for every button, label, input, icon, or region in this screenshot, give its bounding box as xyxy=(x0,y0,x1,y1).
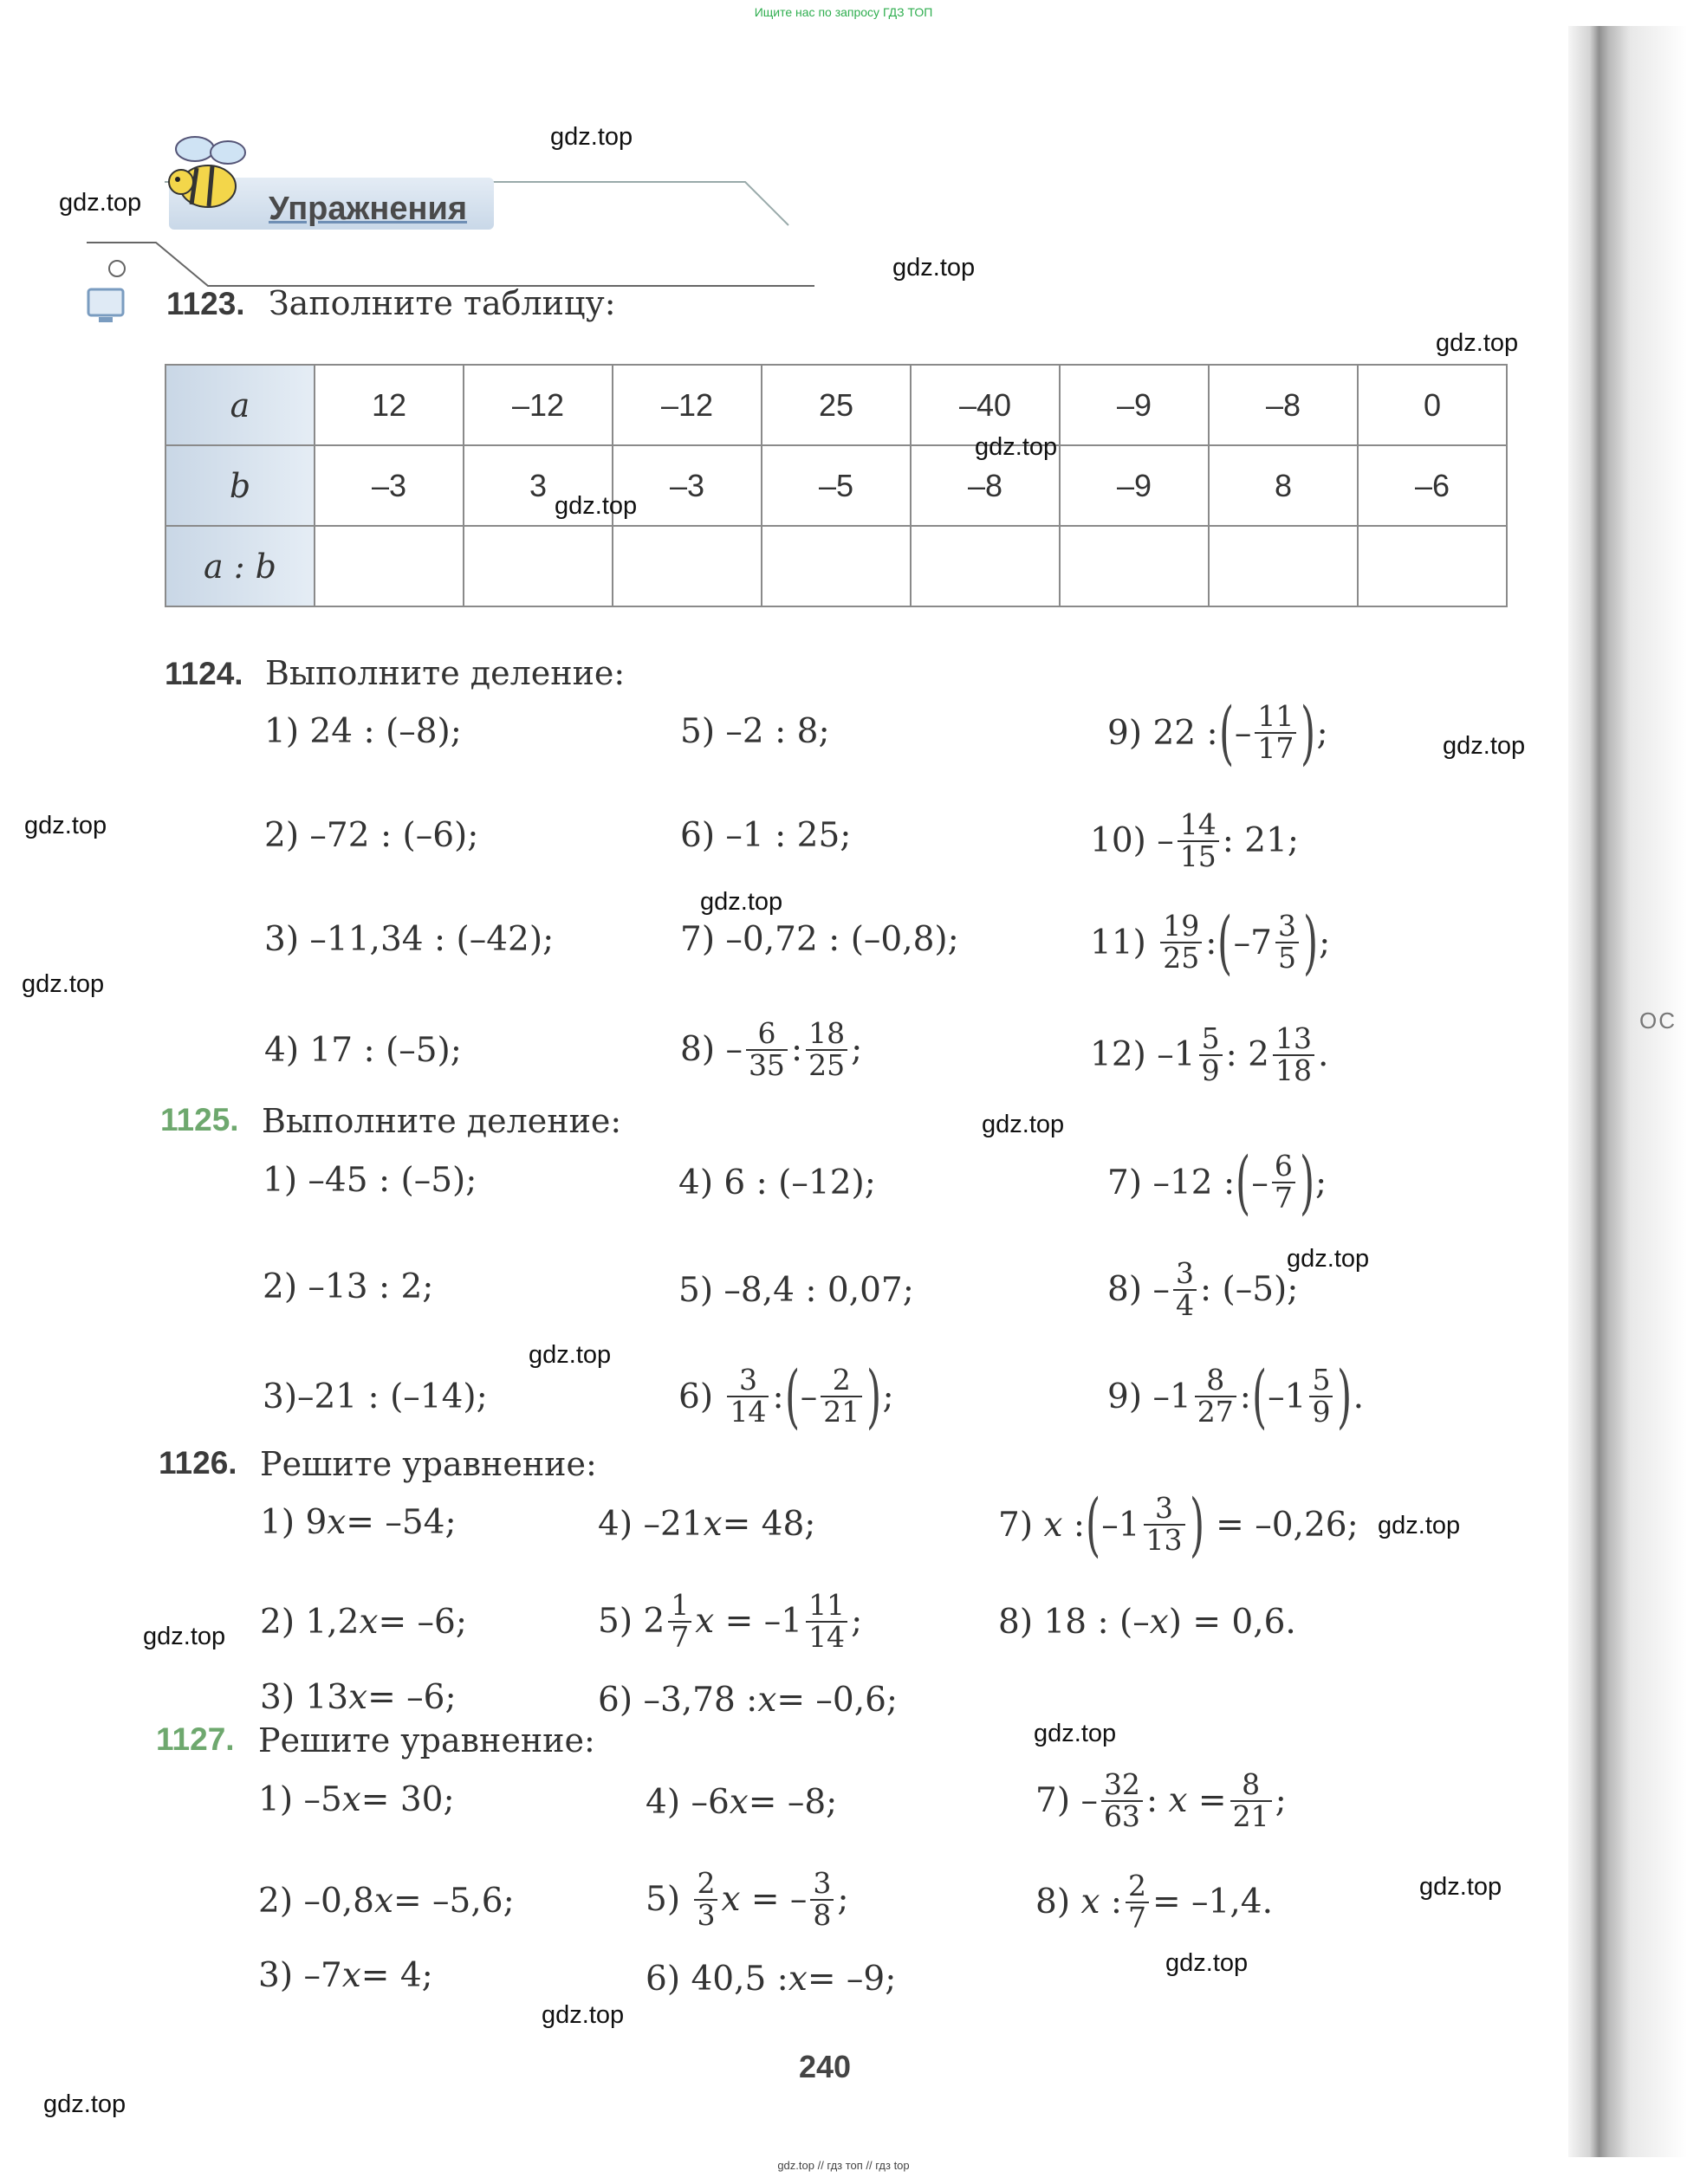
task-item xyxy=(1107,1356,1365,1436)
table-cell: –8 xyxy=(911,445,1060,526)
fraction xyxy=(1199,1021,1223,1087)
task-item xyxy=(1090,902,1331,982)
fraction xyxy=(727,1365,769,1427)
punctuation: . xyxy=(1353,1377,1365,1416)
table-cell-empty xyxy=(1060,526,1209,606)
expression: = –8; xyxy=(748,1783,838,1822)
denominator: 35 xyxy=(746,1049,788,1081)
minus-sign: – xyxy=(1157,821,1174,861)
denominator: 9 xyxy=(1309,1396,1333,1428)
denominator: 13 xyxy=(1144,1524,1185,1556)
paren-close: ) xyxy=(1301,692,1316,773)
item-label: 7) xyxy=(1107,1163,1143,1202)
operator: : xyxy=(1110,1883,1122,1922)
task-item xyxy=(260,1503,457,1542)
coefficient: –21 xyxy=(643,1505,704,1544)
expression: = –6; xyxy=(378,1603,467,1642)
table-cell: –9 xyxy=(1060,365,1209,445)
coefficient: 9 xyxy=(305,1503,328,1542)
exercise-title: Решите уравнение: xyxy=(260,1445,597,1483)
table-cell-empty xyxy=(911,526,1060,606)
operator: : xyxy=(1205,923,1217,962)
punctuation: ; xyxy=(1275,1781,1287,1821)
watermark[interactable]: gdz.top xyxy=(43,2090,127,2118)
numerator: 6 xyxy=(1274,1149,1293,1183)
expression: = 48; xyxy=(722,1505,816,1544)
item-label: 5) xyxy=(598,1602,633,1642)
task-item xyxy=(678,1356,894,1436)
whole-part: –1 xyxy=(1268,1377,1307,1416)
watermark[interactable]: gdz.top xyxy=(1378,1512,1461,1539)
expression: ) = 0,6. xyxy=(1168,1603,1296,1642)
denominator: 17 xyxy=(1255,732,1296,764)
punctuation: ; xyxy=(851,1030,863,1070)
paren-open: ( xyxy=(1218,692,1234,773)
table-cell: –5 xyxy=(762,445,911,526)
expression: 18 : (– xyxy=(1043,1603,1150,1642)
table-cell: –12 xyxy=(464,365,613,445)
denominator: 8 xyxy=(810,1899,834,1931)
page-edge-mark: ОС xyxy=(1639,1008,1677,1034)
coefficient: –6 xyxy=(691,1783,730,1822)
denominator: 18 xyxy=(1273,1054,1314,1086)
watermark[interactable]: gdz.top xyxy=(975,433,1058,461)
table-cell: –3 xyxy=(315,445,464,526)
item-label: 2) xyxy=(258,1882,294,1921)
task-item xyxy=(1090,807,1300,873)
fraction xyxy=(1273,1021,1314,1087)
variable: x xyxy=(1080,1883,1100,1922)
watermark[interactable]: gdz.top xyxy=(542,2001,625,2029)
punctuation: ; xyxy=(837,1880,849,1920)
operator: : xyxy=(772,1377,784,1416)
table-cell-empty xyxy=(762,526,911,606)
denominator: 63 xyxy=(1101,1800,1143,1832)
punctuation: ; xyxy=(851,1602,863,1642)
watermark[interactable]: gdz.top xyxy=(1419,1873,1502,1901)
minus-sign: – xyxy=(1251,1163,1268,1202)
numerator: 5 xyxy=(1312,1363,1331,1397)
coefficient: –5 xyxy=(303,1780,342,1819)
task-item xyxy=(1107,692,1328,773)
exercise-title: Заполните таблицу: xyxy=(269,284,616,322)
task-item: 2) –13 : 2; xyxy=(263,1267,434,1306)
operator: : xyxy=(1145,1781,1158,1821)
table-cell: 0 xyxy=(1358,365,1507,445)
fraction xyxy=(1255,699,1296,765)
watermark[interactable]: gdz.top xyxy=(529,1341,612,1369)
task-item xyxy=(998,1603,1296,1642)
expression: : 21; xyxy=(1222,821,1300,861)
expression: = –0,6; xyxy=(776,1681,899,1720)
item-label: 12) xyxy=(1090,1035,1146,1075)
expression: = 4; xyxy=(360,1956,433,1995)
task-item xyxy=(258,1956,433,1995)
item-label: 11) xyxy=(1090,923,1146,962)
numerator: 6 xyxy=(757,1016,776,1050)
paren-close: ) xyxy=(866,1356,882,1436)
whole-part: –1 xyxy=(1152,1377,1191,1416)
variable: x xyxy=(788,1960,808,1999)
whole-part: 2 xyxy=(643,1602,665,1642)
minus-sign: – xyxy=(1080,1781,1098,1821)
fraction xyxy=(1173,1256,1197,1322)
expression: = –54; xyxy=(346,1503,457,1542)
table-row-quotient xyxy=(165,526,1507,606)
paren-close: ) xyxy=(1189,1484,1204,1565)
item-label: 6) xyxy=(598,1681,633,1720)
task-item xyxy=(260,1678,457,1717)
table-cell-empty xyxy=(1358,526,1507,606)
paren-open: ( xyxy=(1217,902,1233,982)
variable: x xyxy=(703,1505,723,1544)
operator: : xyxy=(1225,1035,1237,1075)
denominator: 7 xyxy=(668,1621,691,1653)
task-item: 3) –11,34 : (–42); xyxy=(264,920,555,959)
numerator: 19 xyxy=(1163,909,1200,943)
punctuation: ; xyxy=(1315,1163,1327,1202)
item-label: 8) xyxy=(1035,1883,1071,1922)
exercise-number: 1123. xyxy=(166,286,245,321)
exercise-title: Выполните деление: xyxy=(262,1102,622,1140)
coefficient: 13 xyxy=(305,1678,349,1717)
exercise-number: 1124. xyxy=(165,656,243,691)
table-cell: –9 xyxy=(1060,445,1209,526)
table-cell: 25 xyxy=(762,365,911,445)
variable: x xyxy=(348,1678,368,1717)
numerator: 2 xyxy=(1127,1869,1146,1902)
variable: x xyxy=(341,1780,361,1819)
item-label: 9) xyxy=(1107,1377,1143,1416)
denominator: 15 xyxy=(1178,840,1219,872)
table-cell: –12 xyxy=(613,365,762,445)
numerator: 3 xyxy=(1277,909,1296,943)
numerator: 3 xyxy=(738,1363,757,1397)
table-cell: –6 xyxy=(1358,445,1507,526)
fraction xyxy=(1178,807,1219,873)
coefficient: –0,8 xyxy=(303,1882,374,1921)
fraction xyxy=(1195,1365,1236,1427)
fraction xyxy=(810,1866,834,1932)
minus-sign: – xyxy=(725,1030,743,1070)
expression: = –5,6; xyxy=(393,1882,515,1921)
table-row-b xyxy=(165,445,1507,526)
watermark[interactable]: gdz.top xyxy=(24,812,107,839)
variable: x xyxy=(721,1880,741,1920)
denominator: 4 xyxy=(1173,1289,1197,1321)
task-item: 4) 17 : (–5); xyxy=(264,1031,462,1070)
expression: = –0,26; xyxy=(1216,1505,1359,1545)
numerator: 32 xyxy=(1103,1767,1140,1801)
paren-close: ) xyxy=(1302,902,1319,982)
variable: x xyxy=(327,1503,347,1542)
fraction xyxy=(1126,1871,1149,1933)
exercise-number: 1126. xyxy=(159,1445,237,1481)
item-label: 8) xyxy=(1107,1270,1143,1310)
task-item xyxy=(598,1505,815,1544)
exercise-title: Выполните деление: xyxy=(265,654,626,692)
fraction xyxy=(1144,1491,1185,1557)
denominator: 14 xyxy=(727,1396,769,1428)
expression: 40,5 : xyxy=(691,1960,788,1999)
exercise-number: 1127. xyxy=(156,1721,235,1757)
minus-sign: – xyxy=(1152,1270,1170,1310)
fraction xyxy=(668,1588,691,1654)
item-label: 9) xyxy=(1107,713,1143,753)
fraction xyxy=(1275,911,1299,973)
exercise-title: Решите уравнение: xyxy=(258,1721,595,1760)
numerator: 13 xyxy=(1275,1021,1312,1055)
task-item xyxy=(1090,1021,1329,1087)
whole-part: –7 xyxy=(1233,923,1272,962)
table-cell: –40 xyxy=(911,365,1060,445)
numerator: 3 xyxy=(1155,1491,1174,1526)
watermark[interactable]: gdz.top xyxy=(1165,1949,1249,1977)
numerator: 8 xyxy=(1242,1767,1261,1801)
denominator: 14 xyxy=(806,1621,847,1653)
numerator: 3 xyxy=(813,1866,832,1900)
variable: x xyxy=(1168,1781,1188,1821)
paren-open: ( xyxy=(1086,1484,1101,1565)
numerator: 11 xyxy=(808,1588,846,1622)
paren-close: ) xyxy=(1337,1356,1353,1436)
task-item xyxy=(1107,1256,1299,1322)
table-row-a xyxy=(165,365,1507,445)
table-cell-empty xyxy=(613,526,762,606)
whole-part: –1 xyxy=(1101,1505,1140,1545)
expression: –3,78 : xyxy=(643,1681,758,1720)
task-item: 3)–21 : (–14); xyxy=(263,1377,488,1416)
item-label: 4) xyxy=(646,1783,681,1822)
row-label: b xyxy=(165,445,315,526)
task-item: 5) –2 : 8; xyxy=(680,712,830,751)
expression: : (–5); xyxy=(1199,1270,1299,1310)
item-label: 7) xyxy=(998,1505,1034,1545)
watermark[interactable]: gdz.top xyxy=(1443,732,1526,760)
watermark[interactable]: gdz.top xyxy=(143,1623,226,1650)
page-edge xyxy=(1568,26,1687,2157)
punctuation: ; xyxy=(1316,713,1328,753)
task-item xyxy=(260,1603,467,1642)
numerator: 8 xyxy=(1206,1363,1225,1397)
expression: 22 : xyxy=(1152,713,1218,753)
variable: x xyxy=(359,1603,379,1642)
expression: –12 : xyxy=(1152,1163,1236,1202)
fraction xyxy=(694,1866,717,1932)
item-label: 3) xyxy=(260,1678,295,1717)
whole-part: –1 xyxy=(1157,1035,1196,1075)
table-cell: –8 xyxy=(1209,365,1358,445)
whole-part: 2 xyxy=(1248,1035,1269,1075)
task-item: 6) –1 : 25; xyxy=(680,816,852,855)
minus-sign: – xyxy=(1234,713,1252,753)
punctuation: ; xyxy=(882,1377,894,1416)
task-item: 2) –72 : (–6); xyxy=(264,816,479,855)
fraction xyxy=(1101,1767,1143,1833)
item-label: 8) xyxy=(998,1603,1034,1642)
item-label: 10) xyxy=(1090,821,1146,861)
watermark[interactable]: gdz.top xyxy=(700,888,783,916)
numerator: 11 xyxy=(1257,699,1294,734)
coefficient: 1,2 xyxy=(305,1603,360,1642)
numerator: 1 xyxy=(671,1588,690,1622)
numerator: 2 xyxy=(832,1363,851,1397)
item-label: 1) xyxy=(260,1503,295,1542)
variable: x xyxy=(757,1681,777,1720)
variable: x xyxy=(1149,1603,1169,1642)
table-cell: 3 xyxy=(464,445,613,526)
bottom-note: gdz.top // гдз топ // гдз top xyxy=(777,2159,910,2172)
fraction xyxy=(1272,1151,1295,1213)
watermark[interactable]: gdz.top xyxy=(1436,329,1519,357)
item-label: 6) xyxy=(678,1377,714,1416)
paren-open: ( xyxy=(784,1356,800,1436)
row-label: a xyxy=(165,365,315,445)
item-label: 1) xyxy=(258,1780,294,1819)
fraction xyxy=(746,1016,788,1082)
paren-open: ( xyxy=(1251,1356,1268,1436)
table-cell: 12 xyxy=(315,365,464,445)
task-item: 5) –8,4 : 0,07; xyxy=(678,1271,914,1310)
expression: = –6; xyxy=(367,1678,457,1717)
paren-close: ) xyxy=(1299,1142,1315,1222)
denominator: 25 xyxy=(1160,942,1202,974)
watermark[interactable]: gdz.top xyxy=(1034,1720,1117,1747)
punctuation: . xyxy=(1317,1035,1329,1075)
watermark[interactable]: gdz.top xyxy=(550,123,633,151)
watermark[interactable]: gdz.top xyxy=(892,254,976,282)
fraction xyxy=(821,1365,862,1427)
item-label: 8) xyxy=(680,1030,716,1070)
expression: = –1 xyxy=(724,1602,803,1642)
task-item xyxy=(646,1783,837,1822)
task-item xyxy=(646,1960,896,1999)
numerator: 18 xyxy=(808,1016,846,1050)
denominator: 25 xyxy=(806,1049,847,1081)
denominator: 21 xyxy=(1230,1800,1272,1832)
denominator: 27 xyxy=(1195,1396,1236,1428)
minus-sign: – xyxy=(800,1377,818,1416)
fraction xyxy=(806,1016,847,1082)
table-cell-empty xyxy=(315,526,464,606)
page-number: 240 xyxy=(799,2049,852,2084)
variable: x xyxy=(373,1882,393,1921)
task-item xyxy=(598,1681,898,1720)
item-label: 4) xyxy=(598,1505,633,1544)
variable: x xyxy=(341,1956,361,1995)
expression: = –1,4. xyxy=(1152,1883,1273,1922)
item-label: 6) xyxy=(646,1960,681,1999)
variable: x xyxy=(729,1783,749,1822)
table-cell: 8 xyxy=(1209,445,1358,526)
item-label: 5) xyxy=(646,1880,681,1920)
table-cell-empty xyxy=(1209,526,1358,606)
task-item xyxy=(1107,1142,1327,1222)
task-item: 1) –45 : (–5); xyxy=(263,1161,477,1200)
operator: = xyxy=(1197,1781,1227,1821)
task-item: 7) –0,72 : (–0,8); xyxy=(680,920,959,959)
punctuation: ; xyxy=(1319,923,1331,962)
operator: : xyxy=(790,1030,803,1070)
denominator: 7 xyxy=(1126,1902,1149,1934)
values-table xyxy=(165,364,1508,607)
fraction xyxy=(1160,911,1202,973)
task-item xyxy=(646,1866,849,1932)
task-item xyxy=(998,1484,1359,1565)
operator: : xyxy=(1239,1377,1251,1416)
numerator: 14 xyxy=(1179,807,1217,841)
fraction xyxy=(1309,1365,1333,1427)
variable: x xyxy=(695,1602,715,1642)
task-item xyxy=(258,1882,515,1921)
numerator: 3 xyxy=(1175,1256,1194,1290)
denominator: 21 xyxy=(821,1396,862,1428)
fraction xyxy=(1230,1767,1272,1833)
denominator: 5 xyxy=(1275,942,1299,974)
watermark[interactable]: gdz.top xyxy=(59,189,142,217)
task-item xyxy=(258,1780,455,1819)
item-label: 2) xyxy=(260,1603,295,1642)
paren-open: ( xyxy=(1236,1142,1251,1222)
task-item: 1) 24 : (–8); xyxy=(264,712,462,751)
task-item xyxy=(1035,1767,1287,1833)
item-label: 7) xyxy=(1035,1781,1071,1821)
table-cell-empty xyxy=(464,526,613,606)
watermark[interactable]: gdz.top xyxy=(982,1111,1065,1138)
task-item: 4) 6 : (–12); xyxy=(678,1163,876,1202)
denominator: 7 xyxy=(1272,1182,1295,1214)
row-label: a : b xyxy=(165,526,315,606)
item-label: 3) xyxy=(258,1956,294,1995)
computer-icon xyxy=(85,286,128,329)
task-item xyxy=(1035,1871,1273,1933)
task-item xyxy=(598,1588,863,1654)
task-item xyxy=(680,1016,863,1082)
table-cell: –3 xyxy=(613,445,762,526)
numerator: 5 xyxy=(1201,1021,1220,1055)
exercise-number: 1125. xyxy=(160,1102,239,1137)
section-title: Упражнения xyxy=(269,191,468,227)
watermark[interactable]: gdz.top xyxy=(22,970,105,998)
variable: x xyxy=(1043,1505,1063,1545)
top-note: Ищите нас по запросу ГДЗ ТОП xyxy=(754,5,933,19)
operator: : xyxy=(1073,1505,1085,1545)
expression: = – xyxy=(750,1880,808,1920)
expression: = 30; xyxy=(360,1780,455,1819)
coefficient: –7 xyxy=(303,1956,342,1995)
bee-icon xyxy=(160,130,256,217)
numerator: 2 xyxy=(697,1866,716,1900)
denominator: 3 xyxy=(694,1899,717,1931)
watermark[interactable]: gdz.top xyxy=(1287,1245,1370,1273)
watermark[interactable]: gdz.top xyxy=(555,492,638,520)
fraction xyxy=(806,1588,847,1654)
expression: = –9; xyxy=(807,1960,897,1999)
denominator: 9 xyxy=(1199,1054,1223,1086)
